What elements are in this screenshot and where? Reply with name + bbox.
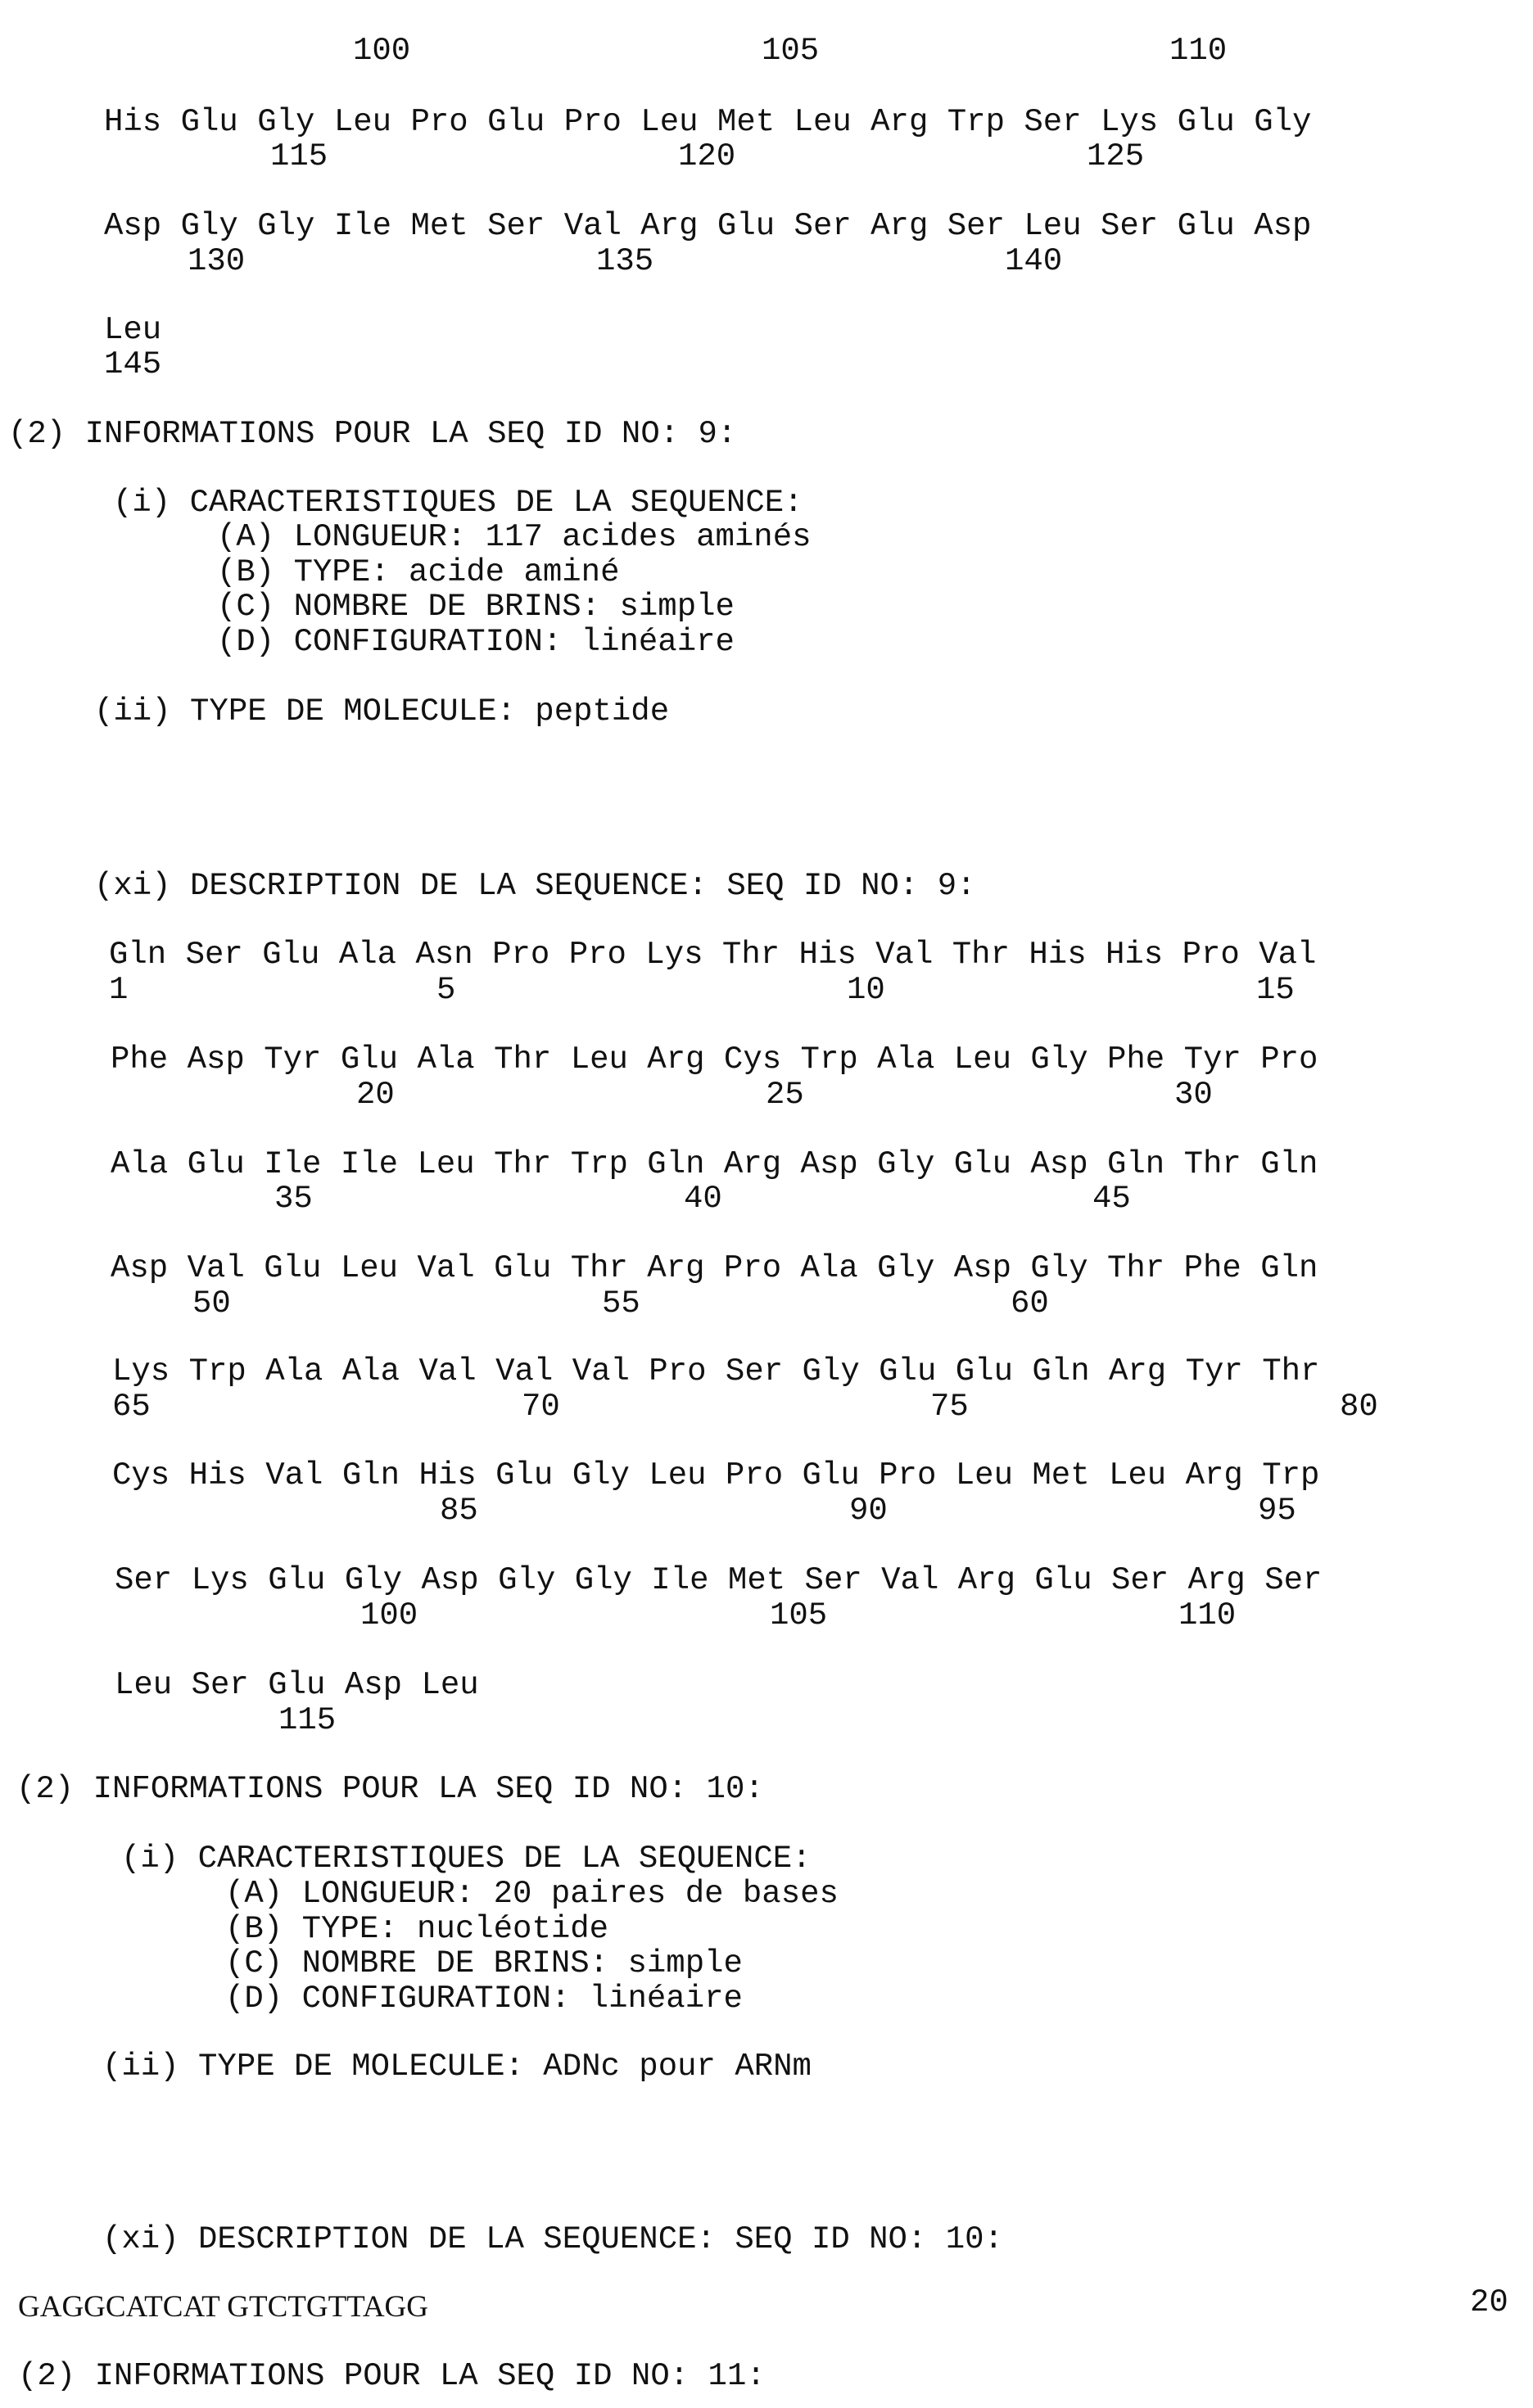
section-heading: (2) INFORMATIONS POUR LA SEQ ID NO: 11: <box>18 2358 766 2394</box>
characteristic-item: (C) NOMBRE DE BRINS: simple <box>217 589 735 625</box>
position-number: 5 <box>436 972 456 1008</box>
characteristic-item: (C) NOMBRE DE BRINS: simple <box>225 1945 743 1981</box>
characteristic-item: (B) TYPE: acide aminé <box>217 554 620 590</box>
position-number: 15 <box>1256 972 1295 1008</box>
molecule-type: (ii) TYPE DE MOLECULE: ADNc pour ARNm <box>102 2049 812 2085</box>
position-number: 135 <box>596 243 654 279</box>
characteristic-item: (A) LONGUEUR: 20 paires de bases <box>225 1876 839 1912</box>
nucleotide-sequence: GAGGCATCAT GTCTGTTAGG <box>18 2290 428 2324</box>
position-number: 35 <box>274 1181 313 1217</box>
position-number: 120 <box>678 138 736 174</box>
position-number: 105 <box>770 1597 828 1633</box>
position-number: 10 <box>847 972 885 1008</box>
characteristics-heading: (i) CARACTERISTIQUES DE LA SEQUENCE: <box>121 1841 812 1877</box>
characteristics-heading: (i) CARACTERISTIQUES DE LA SEQUENCE: <box>113 485 803 521</box>
sequence-description-heading: (xi) DESCRIPTION DE LA SEQUENCE: SEQ ID NO: 10: <box>102 2221 1003 2257</box>
position-number: 30 <box>1174 1077 1213 1113</box>
amino-acid-row: Leu <box>104 312 162 348</box>
amino-acid-row: Asp Val Glu Leu Val Glu Thr Arg Pro Ala Gly Asp Gly Thr Phe Gln <box>111 1250 1318 1286</box>
position-number: 80 <box>1340 1389 1378 1425</box>
position-number: 130 <box>188 243 246 279</box>
position-number: 40 <box>684 1181 722 1217</box>
amino-acid-row: Ala Glu Ile Ile Leu Thr Trp Gln Arg Asp Gly Glu Asp Gln Thr Gln <box>111 1146 1318 1182</box>
sequence-description-heading: (xi) DESCRIPTION DE LA SEQUENCE: SEQ ID NO: 9: <box>94 868 976 904</box>
position-number: 25 <box>766 1077 804 1113</box>
amino-acid-row: Gln Ser Glu Ala Asn Pro Pro Lys Thr His Val Thr His His Pro Val <box>109 937 1317 973</box>
amino-acid-row: Phe Asp Tyr Glu Ala Thr Leu Arg Cys Trp Ala Leu Gly Phe Tyr Pro <box>111 1041 1318 1078</box>
position-number: 45 <box>1092 1181 1131 1217</box>
position-number: 1 <box>109 972 129 1008</box>
position-number: 100 <box>353 33 411 69</box>
position-number: 100 <box>360 1597 418 1633</box>
position-number: 65 <box>112 1389 151 1425</box>
position-number: 110 <box>1178 1597 1237 1633</box>
position-number: 125 <box>1087 138 1145 174</box>
amino-acid-row: His Glu Gly Leu Pro Glu Pro Leu Met Leu Arg Trp Ser Lys Glu Gly <box>104 104 1312 140</box>
amino-acid-row: Asp Gly Gly Ile Met Ser Val Arg Glu Ser Arg Ser Leu Ser Glu Asp <box>104 208 1312 244</box>
amino-acid-row: Cys His Val Gln His Glu Gly Leu Pro Glu Pro Leu Met Leu Arg Trp <box>112 1457 1320 1493</box>
position-number: 140 <box>1005 243 1063 279</box>
position-number: 115 <box>270 138 328 174</box>
molecule-type: (ii) TYPE DE MOLECULE: peptide <box>94 693 670 730</box>
position-number: 95 <box>1258 1493 1296 1529</box>
position-number: 60 <box>1011 1285 1049 1321</box>
position-number: 50 <box>192 1285 231 1321</box>
position-number: 20 <box>356 1077 395 1113</box>
section-heading: (2) INFORMATIONS POUR LA SEQ ID NO: 10: <box>16 1771 764 1807</box>
characteristic-item: (D) CONFIGURATION: linéaire <box>217 624 735 660</box>
sequence-length-number: 20 <box>1470 2284 1508 2320</box>
characteristic-item: (D) CONFIGURATION: linéaire <box>225 1981 743 2017</box>
position-number: 115 <box>278 1702 337 1738</box>
position-number: 105 <box>762 33 820 69</box>
characteristic-item: (A) LONGUEUR: 117 acides aminés <box>217 519 812 555</box>
position-number: 75 <box>930 1389 969 1425</box>
position-number: 55 <box>602 1285 640 1321</box>
amino-acid-row: Lys Trp Ala Ala Val Val Val Pro Ser Gly Glu Glu Gln Arg Tyr Thr <box>112 1353 1320 1389</box>
characteristic-item: (B) TYPE: nucléotide <box>225 1911 609 1947</box>
position-number: 90 <box>849 1493 888 1529</box>
position-number: 110 <box>1169 33 1228 69</box>
amino-acid-row: Ser Lys Glu Gly Asp Gly Gly Ile Met Ser Val Arg Glu Ser Arg Ser <box>115 1562 1323 1598</box>
position-number: 85 <box>440 1493 478 1529</box>
position-number: 145 <box>104 346 162 382</box>
amino-acid-row: Leu Ser Glu Asp Leu <box>115 1667 479 1703</box>
position-number: 70 <box>522 1389 560 1425</box>
section-heading: (2) INFORMATIONS POUR LA SEQ ID NO: 9: <box>8 416 737 452</box>
